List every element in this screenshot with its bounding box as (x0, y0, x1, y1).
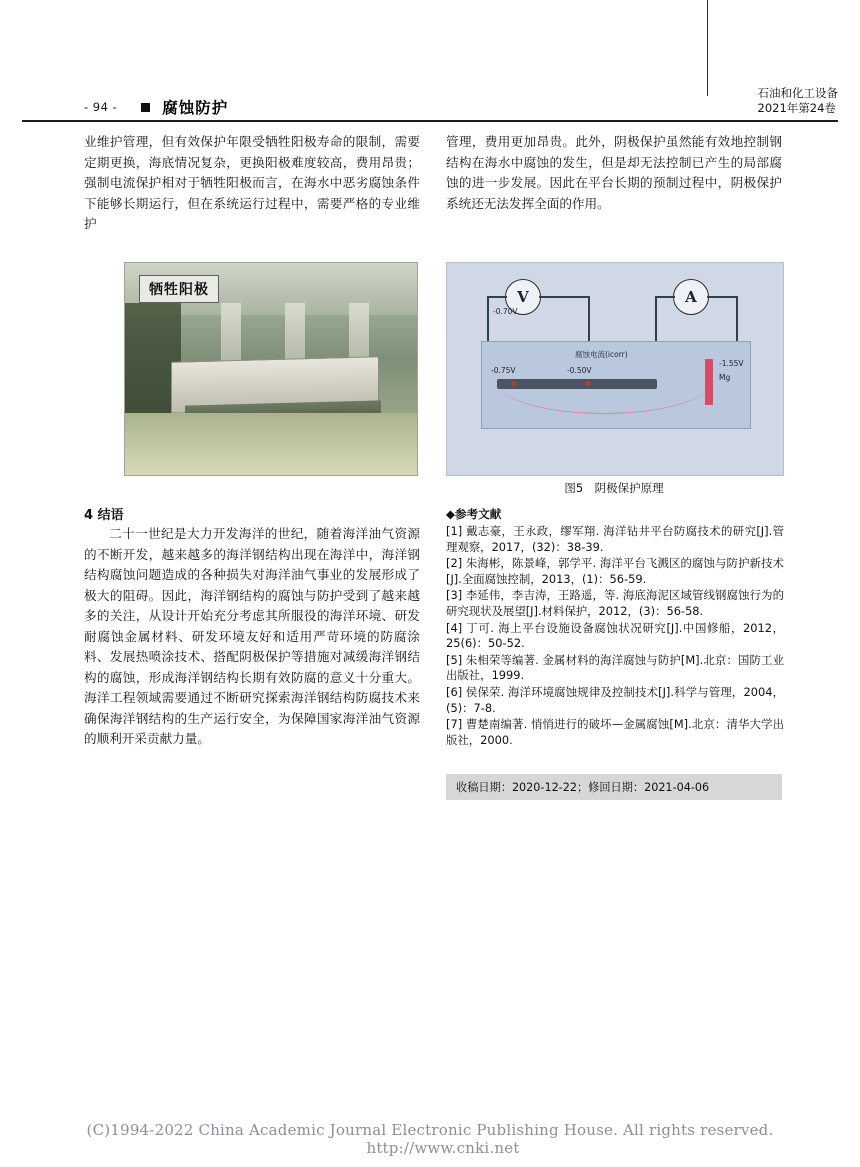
paragraph-right-top: 管理，费用更加昂贵。此外，阴极保护虽然能有效地控制钢结构在海水中腐蚀的发生，但是却无法控制已产生的局部腐蚀的进一步发展。因此在平台长期的预制过程中，阴极保护系统还无法发挥全面的作用。 (446, 134, 782, 211)
header-vertical-rule (707, 0, 708, 96)
figure-caption: 图5 阴极保护原理 (564, 481, 664, 495)
wire-left-2 (487, 296, 489, 344)
square-bullet-icon (141, 103, 150, 112)
voltmeter-icon: V (505, 279, 541, 315)
journal-header (758, 86, 839, 116)
section-title: 腐蚀防护 (162, 99, 229, 117)
label-mg-potential: -1.55V (719, 359, 744, 368)
label-left-potential: -0.75V (491, 366, 516, 375)
label-corrosion-current: 腐蚀电流(icorr) (575, 350, 628, 359)
header-divider (22, 120, 838, 122)
body-column-right (446, 132, 782, 214)
figure-cathodic-protection-diagram (446, 262, 784, 476)
reference-item: [1] 戴志豪，王永政，缪军翔. 海洋钻井平台防腐技术的研究[J].管理观察，2017，(32)：38-39. (446, 524, 784, 554)
figure-sacrificial-anode-photo (124, 262, 418, 476)
wire-left-1 (487, 296, 507, 298)
running-head (84, 96, 228, 118)
received-date-box: 收稿日期：2020-12-22；修回日期：2021-04-06 (446, 774, 782, 800)
label-mid-potential: -0.50V (567, 366, 592, 375)
references-list (446, 524, 784, 749)
copyright-text: (C)1994-2022 China Academic Journal Electronic Publishing House. All rights reserved. (86, 1121, 774, 1139)
reference-item: [5] 朱相荣等编著. 金属材料的海洋腐蚀与防护[M].北京：国防工业出版社，1999. (446, 652, 784, 683)
references-heading: ◆参考文献 (446, 507, 502, 521)
journal-name: 石油和化工设备 (757, 86, 838, 100)
reference-item: [2] 朱海彬，陈景峰，郭学平. 海洋平台飞溅区的腐蚀与防护新技术[J].全面腐蚀控制，2013，(1)：56-59. (446, 556, 784, 586)
label-ref-potential: -0.70V (493, 307, 518, 316)
cnki-url[interactable]: http://www.cnki.net (366, 1139, 520, 1157)
photo-caption-label: 牺牲阳极 (139, 275, 219, 303)
paragraph-left-top: 业维护管理，但有效保护年限受牺牲阳极寿命的限制，需要定期更换，海底情况复杂，更换阳极难度较高，费用昂贵；强制电流保护相对于牺牲阳极而言，在海水中恶劣腐蚀条件下能够长期运行，但在系统运行过程中，需要严格的专业维护 (84, 134, 420, 231)
magnesium-anode-rod (705, 359, 713, 405)
paragraph-conclusion: 二十一世纪是大力开发海洋的世纪，随着海洋油气资源的不断开发，越来越多的海洋钢结构出现在海洋中，海洋钢结构腐蚀问题造成的各种损失对海洋油气事业的发展形成了极大的阻碍。因此，海洋钢结构的腐蚀与防护受到了越来越多的关注，从设计开始充分考虑其所服役的海洋环境、研发耐腐蚀金属材料、研发环境友好和适用严苛环境的防腐涂料、发展热喷涂技术、搭配阴极保护等措施对减缓海洋钢结构的腐蚀，形成海洋钢结构长期有效防腐的意义十分重大。海洋工程领域需要通过不断研究探索海洋钢结构防腐技术来确保海洋钢结构的生产运行安全，为保障国家海洋油气资源的顺利开采贡献力量。 (84, 526, 420, 746)
reference-item: [6] 侯保荣. 海洋环境腐蚀规律及控制技术[J].科学与管理，2004，(5)：7-8. (446, 684, 784, 715)
heading-conclusion: 4 结语 (84, 508, 124, 523)
body-column-left (84, 132, 420, 235)
photo-ground (125, 413, 417, 475)
wire-right-3 (707, 296, 737, 298)
reference-item: [4] 丁可. 海上平台设施设备腐蚀状况研究[J].中国修船，2012，25(6)：50-52. (446, 620, 784, 651)
wire-mid-1 (539, 296, 589, 298)
ammeter-icon: A (673, 279, 709, 315)
label-mg: Mg (719, 373, 731, 382)
page-number: - 94 - (84, 100, 118, 114)
reference-item: [7] 曹楚南编著. 悄悄进行的破坏—金属腐蚀[M].北京：清华大学出版社，2000. (446, 717, 784, 747)
journal-volume: 2021年第24卷 (757, 101, 836, 115)
cnki-footer (0, 1121, 860, 1157)
wire-right-1 (655, 296, 675, 298)
conclusion-body (84, 524, 420, 750)
reference-item: [3] 李延伟，李吉涛，王路遥，等. 海底海泥区域管线钢腐蚀行为的研究现状及展望[J].材料保护，2012，(3)：56-58. (446, 588, 784, 618)
